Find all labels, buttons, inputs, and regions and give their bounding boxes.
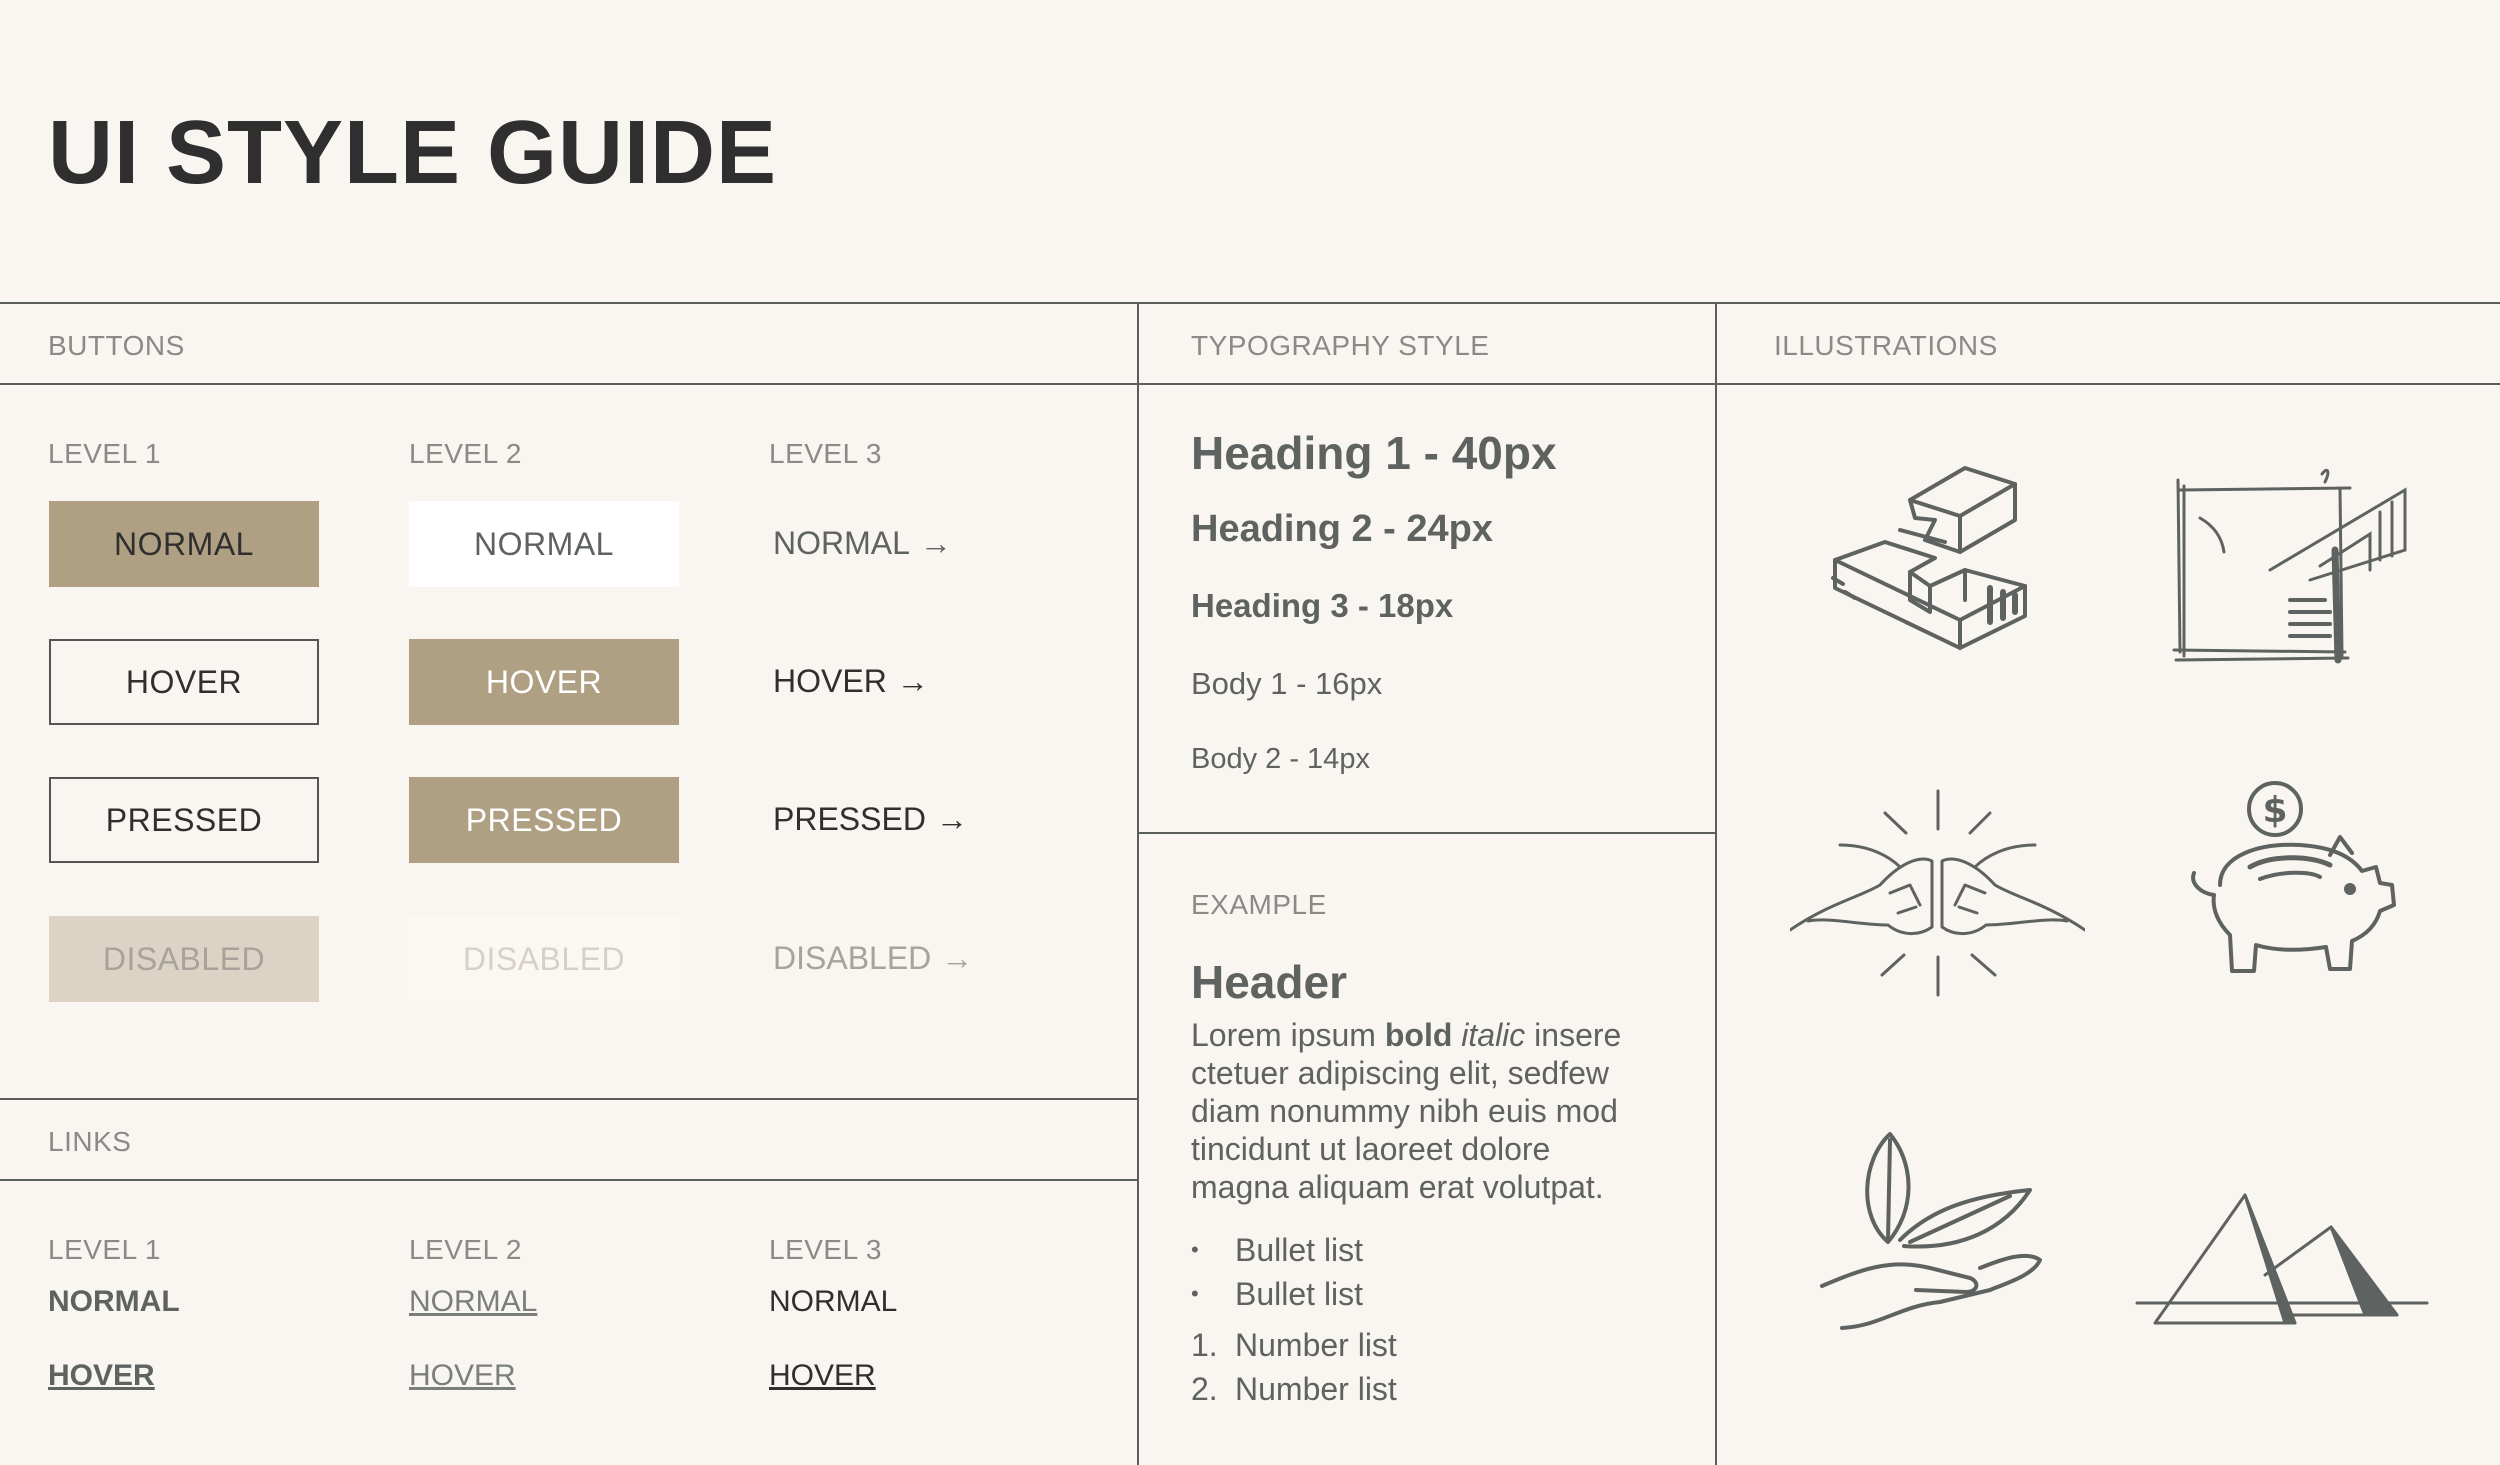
level2-disabled-button: DISABLED — [409, 916, 679, 1002]
link-level2-hover[interactable]: HOVER — [409, 1359, 516, 1392]
list-item: • Bullet list — [1191, 1231, 1364, 1268]
number-list — [1191, 1323, 1397, 1411]
list-item: • Bullet list — [1191, 1275, 1364, 1312]
level3-pressed-label: PRESSED — [773, 801, 926, 837]
bullet-list — [1191, 1228, 1363, 1316]
level1-hover-button[interactable]: HOVER — [49, 639, 319, 725]
arrow-right-icon: → — [919, 525, 952, 561]
arrow-right-icon: → — [896, 663, 929, 699]
pyramids-icon — [2135, 1185, 2430, 1325]
divider — [1715, 302, 1717, 1465]
divider — [0, 1179, 1139, 1181]
divider — [0, 1098, 1139, 1100]
body-2-sample: Body 2 - 14px — [1191, 743, 1370, 775]
level3-normal-button[interactable] — [773, 525, 952, 562]
bullet-icon: • — [1191, 1237, 1199, 1262]
section-buttons-label: BUTTONS — [48, 330, 185, 361]
plant-hand-icon — [1820, 1130, 2050, 1340]
link-level1-normal[interactable]: NORMAL — [48, 1285, 180, 1318]
level3-hover-button[interactable] — [773, 663, 929, 700]
blueprint-icon — [2170, 460, 2420, 675]
links-level-2-label: LEVEL 2 — [409, 1234, 522, 1265]
divider — [0, 383, 2500, 385]
level1-disabled-button: DISABLED — [49, 916, 319, 1002]
divider — [1137, 832, 1717, 834]
level3-hover-label: HOVER — [773, 663, 887, 699]
body-1-sample: Body 1 - 16px — [1191, 666, 1383, 701]
level3-pressed-button[interactable] — [773, 801, 968, 838]
links-level-3-label: LEVEL 3 — [769, 1234, 882, 1265]
divider — [1137, 302, 1139, 1465]
heading-3-sample: Heading 3 - 18px — [1191, 587, 1454, 624]
svg-text:$: $ — [2262, 790, 2288, 831]
link-level2-normal[interactable]: NORMAL — [409, 1285, 538, 1318]
heading-1-sample: Heading 1 - 40px — [1191, 427, 1557, 479]
example-header: Header — [1191, 956, 1347, 1008]
level3-disabled-label: DISABLED — [773, 940, 932, 976]
level1-normal-button[interactable]: NORMAL — [49, 501, 319, 587]
list-item: 1. Number list — [1191, 1326, 1397, 1363]
level2-hover-button[interactable]: HOVER — [409, 639, 679, 725]
fist-bump-icon — [1790, 785, 2085, 1000]
level3-normal-label: NORMAL — [773, 525, 910, 561]
buttons-level-3-label: LEVEL 3 — [769, 438, 882, 469]
blocks-icon — [1815, 460, 2045, 680]
buttons-level-1-label: LEVEL 1 — [48, 438, 161, 469]
example-paragraph: Lorem ipsum bold italic insere ctetuer adipiscing elit, sedfew diam nonummy nibh euis mod tincidunt ut laoreet dolore magna aliquam erat volutpat. — [1191, 1017, 1622, 1205]
level2-pressed-button[interactable]: PRESSED — [409, 777, 679, 863]
list-item: 2. Number list — [1191, 1370, 1397, 1407]
arrow-right-icon: → — [941, 940, 974, 976]
links-level-1-label: LEVEL 1 — [48, 1234, 161, 1265]
page-title: UI STYLE GUIDE — [48, 103, 778, 203]
divider — [0, 302, 2500, 304]
link-level1-hover[interactable]: HOVER — [48, 1359, 155, 1392]
section-typography-label: TYPOGRAPHY STYLE — [1191, 330, 1490, 361]
level3-disabled-button — [773, 940, 973, 977]
buttons-level-2-label: LEVEL 2 — [409, 438, 522, 469]
arrow-right-icon: → — [935, 801, 968, 837]
bullet-icon: • — [1191, 1281, 1199, 1306]
link-level3-hover[interactable]: HOVER — [769, 1359, 876, 1392]
level2-normal-button[interactable]: NORMAL — [409, 501, 679, 587]
piggy-bank-icon — [2180, 775, 2400, 990]
section-example-label: EXAMPLE — [1191, 889, 1327, 920]
section-links-label: LINKS — [48, 1126, 132, 1157]
level1-pressed-button[interactable]: PRESSED — [49, 777, 319, 863]
section-illustrations-label: ILLUSTRATIONS — [1774, 330, 1998, 361]
heading-2-sample: Heading 2 - 24px — [1191, 508, 1493, 550]
link-level3-normal[interactable]: NORMAL — [769, 1285, 898, 1318]
